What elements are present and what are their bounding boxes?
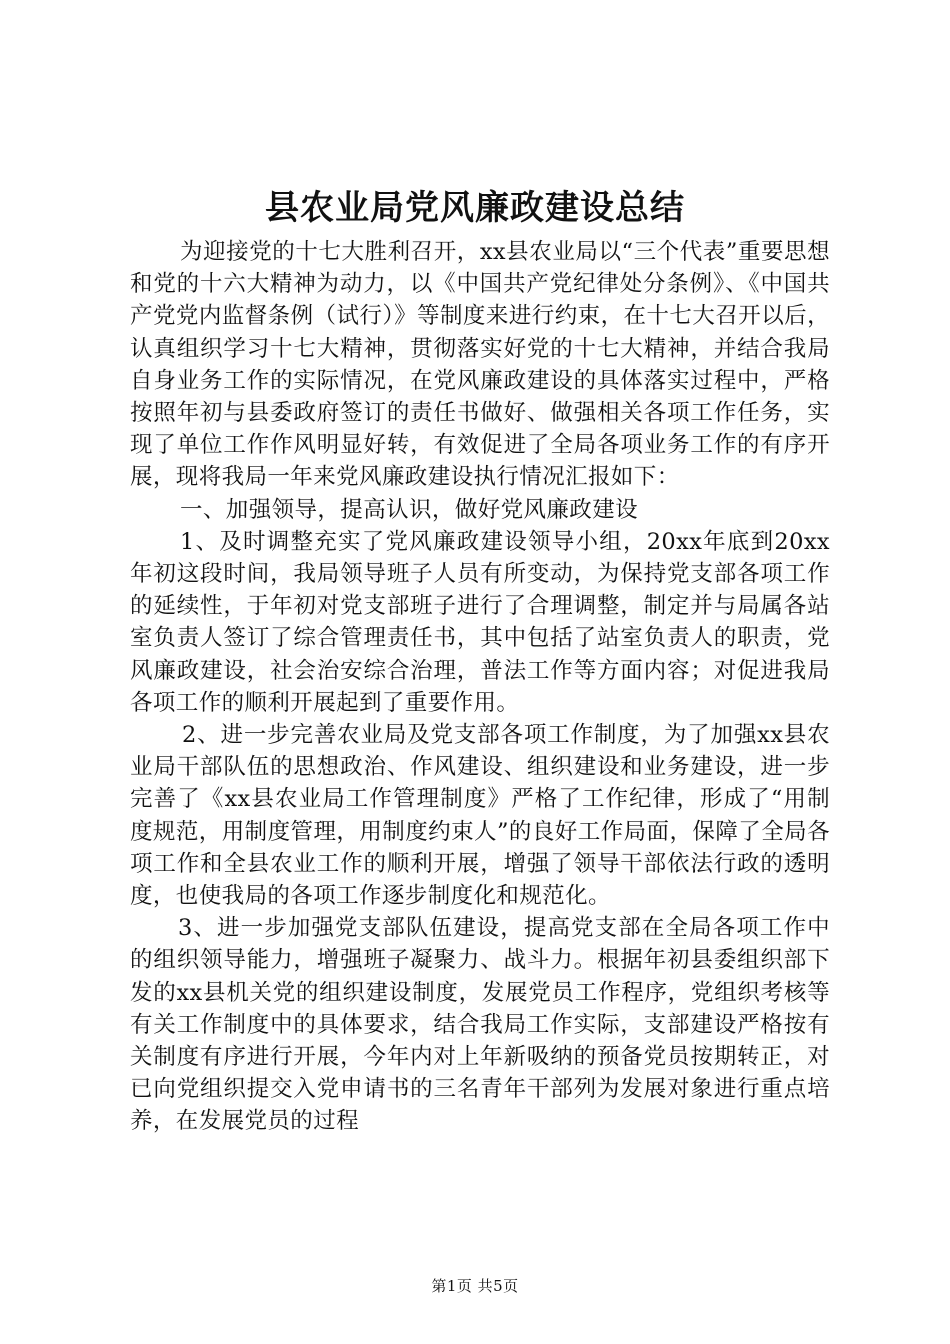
page-number-footer: 第1页 共5页	[431, 1277, 519, 1295]
document-title: 县农业局党风廉政建设总结	[265, 188, 685, 228]
item-1-paragraph: 1、及时调整充实了党风廉政建设领导小组，20xx年底到20xx年初这段时间，我局领导班子人员有所变动，为保持党支部各项工作的延续性，于年初对党支部班子进行了合理调整，制定并与局属各站室负责人签订了综合管理责任书，其中包括了站室负责人的职责，党风廉政建设，社会治安综合治理，普法工作等方面内容；对促进我局各项工作的顺利开展起到了重要作用。	[130, 528, 830, 716]
intro-paragraph: 为迎接党的十七大胜利召开，xx县农业局以“三个代表”重要思想和党的十六大精神为动力，以《中国共产党纪律处分条例》、《中国共产党党内监督条例（试行）》等制度来进行约束，在十七大召开以后，认真组织学习十七大精神，贯彻落实好党的十七大精神，并结合我局自身业务工作的实际情况，在党风廉政建设的具体落实过程中，严格按照年初与县委政府签订的责任书做好、做强相关各项工作任务，实现了单位工作作风明显好转，有效促进了全局各项业务工作的有序开展，现将我局一年来党风廉政建设执行情况汇报如下：	[130, 239, 830, 491]
section-heading: 一、加强领导，提高认识，做好党风廉政建设	[180, 496, 639, 523]
item-3-paragraph: 3、进一步加强党支部队伍建设，提高党支部在全局各项工作中的组织领导能力，增强班子凝聚力、战斗力。根据年初县委组织部下发的xx县机关党的组织建设制度，发展党员工作程序，党组织考核等有关工作制度中的具体要求，结合我局工作实际，支部建设严格按有关制度有序进行开展，今年内对上年新吸纳的预备党员按期转正，对已向党组织提交入党申请书的三名青年干部列为发展对象进行重点培养，在发展党员的过程	[130, 915, 830, 1135]
document-body	[130, 236, 830, 1138]
item-2-paragraph: 2、进一步完善农业局及党支部各项工作制度，为了加强xx县农业局干部队伍的思想政治、作风建设、组织建设和业务建设，进一步完善了《xx县农业局工作管理制度》严格了工作纪律，形成了“用制度规范，用制度管理，用制度约束人”的良好工作局面，保障了全局各项工作和全县农业工作的顺利开展，增强了领导干部依法行政的透明度，也使我局的各项工作逐步制度化和规范化。	[130, 722, 830, 910]
